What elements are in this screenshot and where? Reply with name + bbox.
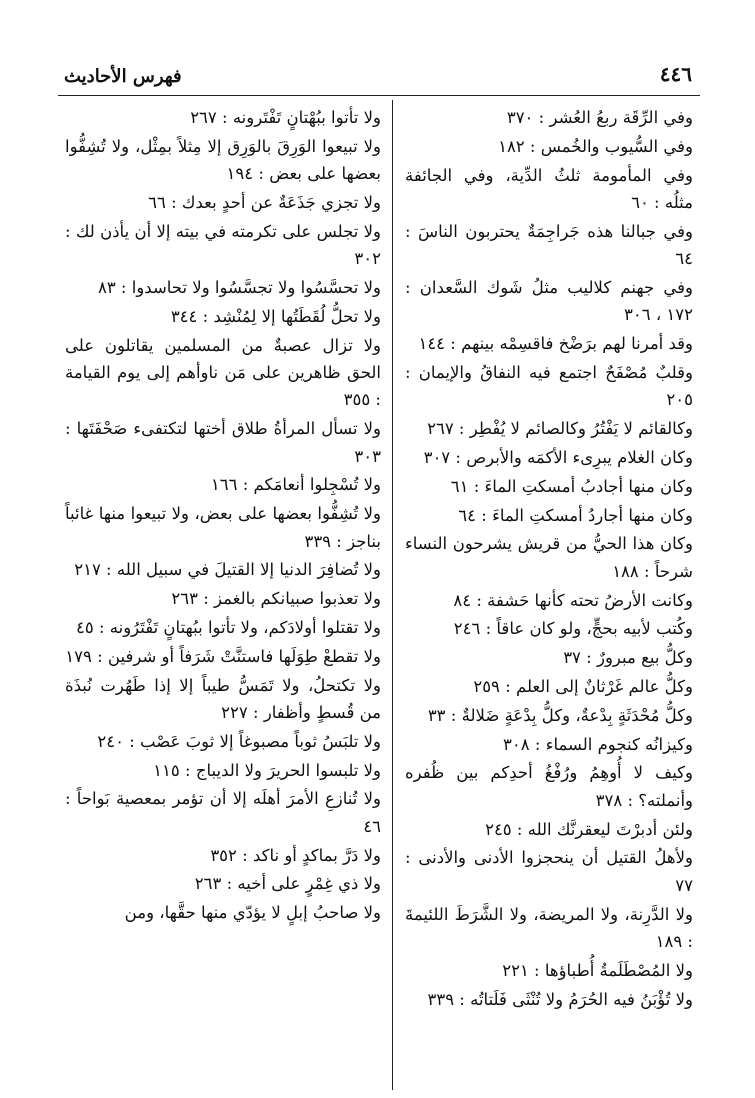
right-column: [405, 104, 695, 1014]
index-entry: ولا تعذبوا صبيانكم بالغمز : ٢٦٣: [171, 589, 381, 609]
index-entry: ولا تُنازعِ الأمرَ أهلَه إلا أن تؤمر بمعصية بَواحاً : ٤٦: [65, 789, 381, 836]
index-entry: وفي الرِّقَة ربعُ العُشر : ٣٧٠: [506, 108, 693, 127]
header-rule: [58, 95, 700, 96]
page-number: ٤٤٦: [659, 62, 692, 86]
index-entry: ولا تُسْجِلوا أنعامَكم : ١٦٦: [210, 475, 381, 495]
index-entry: ولا تحلُّ لُقَطَتُها إلا لِمُنْشِد : ٣٤٤: [170, 306, 381, 326]
index-entry: ولا المُصْطَلَمةُ أُطباؤها : ٢٢١: [502, 960, 693, 980]
index-entry: وكان منها أجاردُ أمسكتِ الماءَ : ٦٤: [458, 505, 693, 525]
index-entry: ولا تبيعوا الوَرِقَ بالوَرِق إلا مِثلاً بمِثْل، ولا تُشِفُّوا بعضها على بعض : ١٩٤: [65, 136, 381, 184]
index-entry: وكان هذا الحيُّ من قريش يشرحون النساء شرحاً : ١٨٨: [405, 534, 693, 581]
index-entry: وفي المأمومة ثلثُ الدِّية، وفي الجائفة مثلُه : ٦٠: [405, 165, 693, 212]
index-entry: ولا تلبسوا الحريرَ ولا الديباج : ١١٥: [153, 760, 381, 780]
index-entry: وفي جهنم كلاليب مثلُ شَوك السَّعدان : ١٧٢ ، ٣٠٦: [405, 278, 693, 325]
index-entry: ولا تجلس على تكرمته في بيته إلا أن يأذن لك : ٣٠٢: [65, 221, 381, 269]
column-divider: [392, 100, 393, 1090]
index-entry: ولا تُؤْبَنُ فيه الحُرَمُ ولا تُنْثَى فَلَتاتُه : ٣٣٩: [427, 989, 693, 1009]
index-entry: ولا الدَّرِنة، ولا المريضة، ولا الشَّرَطَ اللئيمةَ : ١٨٩: [405, 904, 693, 951]
index-entry: وكان منها أجادبُ أمسكتِ الماءَ : ٦١: [450, 476, 693, 496]
page-header: [58, 62, 700, 98]
index-entry: ولأهلُ القتيل أن ينحجزوا الأدنى والأدنى : ٧٧: [405, 848, 693, 895]
index-entry: ولا تحسَّسُوا ولا تجسَّسُوا ولا تحاسدوا : ٨٣: [97, 278, 381, 297]
index-entry: وكيف لا أُوهِمُ ورُفْغُ أحدِكم بين ظُفره وأنملته؟ : ٣٧٨: [405, 763, 693, 810]
index-entry: ولا تأتوا ببُهْتانٍ تَفْتَرونه : ٢٦٧: [190, 108, 381, 127]
index-entry: ولا تقطعْ طِوَلَها فاستنَّتْ شَرَفاً أو شرفين : ١٧٩: [65, 646, 381, 666]
index-entry: ولا صاحبُ إبلٍ لا يؤدّي منها حقَّها، ومن: [124, 903, 381, 923]
index-entry: ولا ذي غِمْرٍ على أخيه : ٢٦٣: [194, 874, 381, 894]
index-entry: وكان الغلام يبرِىء الأكمَه والأبرص : ٣٠٧: [423, 448, 693, 467]
running-title: فهرس الأحاديث: [64, 66, 182, 87]
index-entry: ولا تجزي جَذَعَةٌ عن أحدٍ بعدك : ٦٦: [148, 193, 381, 212]
index-entry: وكلُّ بيع مبرورٌ : ٣٧: [563, 648, 693, 668]
index-entry: وفي جبالنا هذه جَراجِمَةٌ يحتربون الناسَ : ٦٤: [405, 221, 693, 269]
index-entry: ولا تزال عصبةٌ من المسلمين يقاتلون على الحق ظاهرين على مَن ناوأهم إلى يوم القيامة : ٣٥٥: [65, 335, 381, 410]
index-entry: ولا تلبَسُ ثوباً مصبوغاً إلا ثوبَ عَصْب : ٢٤٠: [97, 731, 381, 751]
index-entry: وكلُّ مُحْدَثَةٍ بِدْعةٌ، وكلُّ بِدْعَةٍ ضَلالةٌ : ٣٣: [427, 705, 693, 725]
index-entry: وفي السُّيوب والخُمس : ١٨٢: [498, 136, 693, 156]
index-entry: وقلبٌ مُصْفَحٌ اجتمع فيه النفاقُ والإيمان : ٢٠٥: [405, 363, 693, 410]
index-entry: وكُتب لأبيه بحجٍّ، ولو كان عاقاً : ٢٤٦: [453, 619, 693, 639]
index-entry: وكيزانُه كنجوم السماء : ٣٠٨: [503, 734, 693, 754]
index-entry: وكلُّ عالم غَرْثانٌ إلى العلم : ٢٥٩: [473, 676, 693, 696]
index-entry: ولا تكتحلُ، ولا تَمَسُّ طيباً إلا إذا طَهُرت نُبذَة من قُسطٍ وأظفار : ٢٢٧: [65, 675, 381, 722]
index-entry: وقد أمرنا لهم برَضْخ فاقسِمْه بينهم : ١٤٤: [418, 334, 693, 354]
index-entry: ولا تقتلوا أولادَكم، ولا تأتوا ببُهتانٍ تَفْتَرُونه : ٤٥: [75, 618, 381, 637]
index-entry: ولا تُضافِرَ الدنيا إلا القتيلَ في سبيل الله : ٢١٧: [74, 560, 381, 580]
index-entry: وكانت الأرضُ تحته كأنها حَشفة : ٨٤: [453, 590, 693, 610]
index-entry: ولا تُشِفُّوا بعضها على بعض، ولا تبيعوا منها غائباً بناجز : ٣٣٩: [65, 504, 381, 551]
left-column: [65, 104, 383, 928]
index-entry: وكالقائم لا يَفْتُرُ وكالصائم لا يُفْطِر : ٢٦٧: [427, 419, 693, 439]
index-entry: ولئن أدبرْتَ ليعقرنَّك الله : ٢٤٥: [485, 819, 693, 839]
index-entry: ولا دَرَّ بماكدٍ أو ناكد : ٣٥٢: [210, 845, 381, 865]
index-entry: ولا تسأل المرأةُ طلاق أختها لتكتفىء صَحْفَتَها : ٣٠٣: [65, 419, 381, 466]
